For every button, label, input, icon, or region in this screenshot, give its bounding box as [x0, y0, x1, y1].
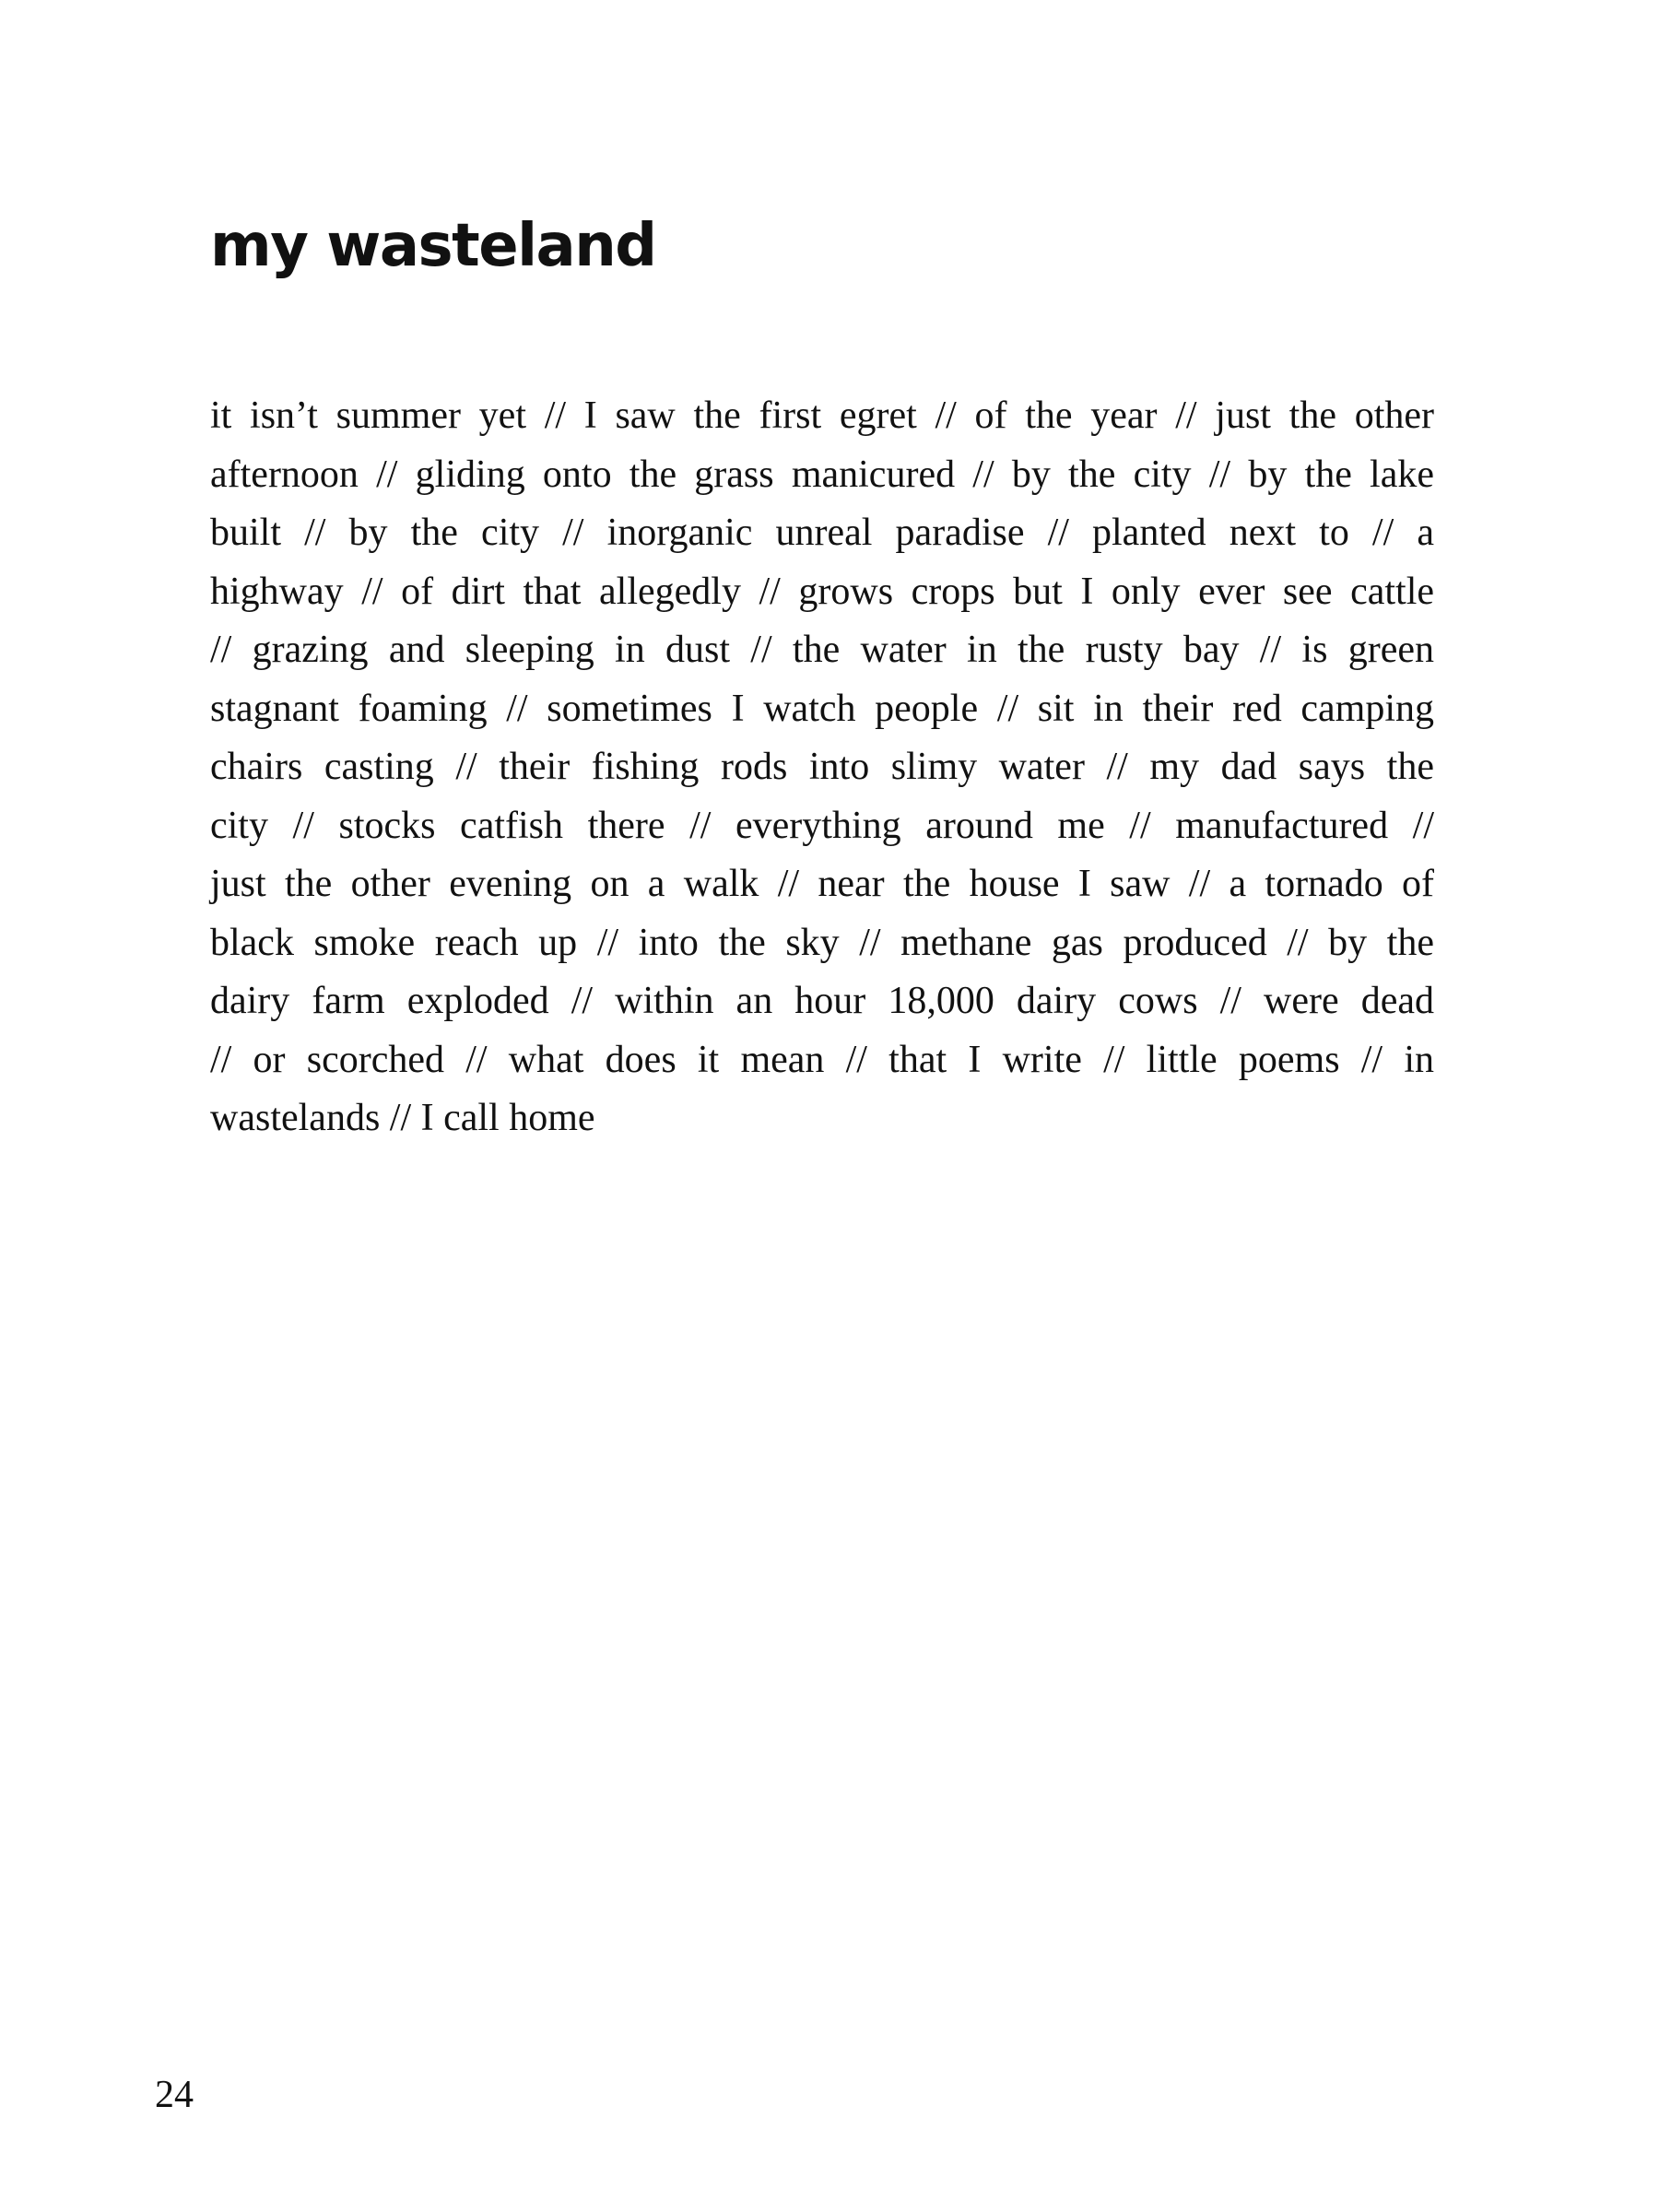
- poem-line: afternoon // gliding onto the grass manicured // by the city // by the lake: [210, 453, 1434, 496]
- poem-line: it isn’t summer yet // I saw the first egret // of the year // just the other: [210, 394, 1434, 437]
- poem-body: [210, 387, 1434, 1148]
- poem-line: // grazing and sleeping in dust // the water in the rusty bay // is green: [210, 629, 1434, 671]
- page-number: 24: [155, 2074, 194, 2116]
- poem-line: built // by the city // inorganic unreal paradise // planted next to // a: [210, 512, 1434, 554]
- poem-line: stagnant foaming // sometimes I watch people // sit in their red camping: [210, 687, 1434, 730]
- poem-line: chairs casting // their fishing rods into slimy water // my dad says the: [210, 746, 1434, 788]
- poem-line: wastelands // I call home: [210, 1097, 595, 1139]
- poem-line: highway // of dirt that allegedly // grows crops but I only ever see cattle: [210, 570, 1434, 613]
- poem-line: black smoke reach up // into the sky // methane gas produced // by the: [210, 921, 1434, 964]
- poem-line: dairy farm exploded // within an hour 18,000 dairy cows // were dead: [210, 980, 1434, 1022]
- poem-line: // or scorched // what does it mean // that I write // little poems // in: [210, 1038, 1434, 1081]
- poem-line: city // stocks catfish there // everything around me // manufactured //: [210, 804, 1434, 847]
- poem-title: my wasteland: [210, 212, 656, 280]
- poem-line: just the other evening on a walk // near the house I saw // a tornado of: [210, 863, 1434, 905]
